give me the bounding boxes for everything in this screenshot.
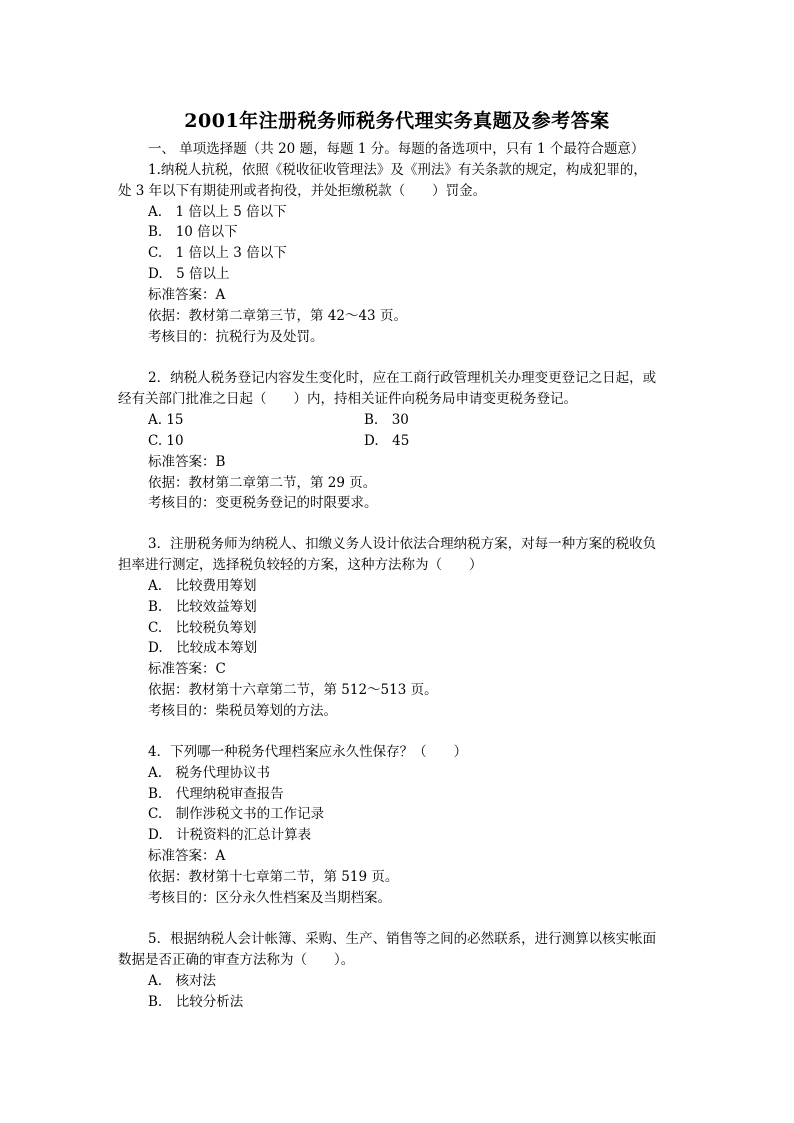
question-5-option-a: A. 核对法 (148, 973, 217, 989)
question-4-option-a: A. 税务代理协议书 (148, 765, 271, 781)
question-4-stem: 4．下列哪一种税务代理档案应永久性保存？（ ） (148, 744, 468, 760)
question-4-basis: 依据：教材第十七章第二节，第 519 页。 (148, 869, 399, 885)
question-1-answer: 标准答案：A (148, 287, 226, 303)
question-1-option-b: B. 10 倍以下 (148, 224, 238, 240)
question-3-answer: 标准答案：C (148, 661, 226, 677)
question-5-stem: 5．根据纳税人会计帐簿、采购、生产、销售等之间的必然联系，进行测算以核实帐面 (148, 931, 657, 947)
question-3-option-c: C. 比较税负筹划 (148, 620, 257, 636)
section-heading: 一、 单项选择题（共 20 题，每题 1 分。每题的备选项中，只有 1 个最符合题意） (148, 141, 645, 157)
question-4-option-b: B. 代理纳税审查报告 (148, 786, 284, 802)
question-2-answer: 标准答案：B (148, 454, 226, 470)
question-1-stem-cont: 处 3 年以下有期徒刑或者拘役，并处拒缴税款（ ）罚金。 (118, 183, 487, 199)
question-3-stem-cont: 担率进行测定，选择税负较轻的方案，这种方法称为（ ） (118, 557, 483, 573)
question-2-purpose: 考核目的：变更税务登记的时限要求。 (148, 495, 378, 511)
question-2-option-c: C. 10 (148, 433, 184, 449)
question-2-stem-cont: 经有关部门批准之日起（ ）内，持相关证件向税务局申请变更税务登记。 (118, 391, 577, 407)
question-3-option-d: D. 比较成本筹划 (148, 640, 258, 656)
question-3-option-a: A. 比较费用筹划 (148, 578, 257, 594)
question-4-option-c: C. 制作涉税文书的工作记录 (148, 806, 325, 822)
question-1-option-a: A. 1 倍以上 5 倍以下 (148, 204, 287, 220)
question-5-option-b: B. 比较分析法 (148, 994, 244, 1010)
question-2-option-b: B. 30 (364, 412, 409, 428)
question-5-stem-cont: 数据是否正确的审查方法称为（ ）。 (118, 952, 355, 968)
question-4-option-d: D. 计税资料的汇总计算表 (148, 827, 312, 843)
question-4-answer: 标准答案：A (148, 848, 226, 864)
question-3-stem: 3．注册税务师为纳税人、扣缴义务人设计依法合理纳税方案，对每一种方案的税收负 (148, 536, 657, 552)
question-1-option-d: D. 5 倍以上 (148, 266, 230, 282)
question-2-option-a: A. 15 (148, 412, 184, 428)
question-3-basis: 依据：教材第十六章第二节，第 512～513 页。 (148, 682, 438, 698)
question-1-purpose: 考核目的：抗税行为及处罚。 (148, 329, 324, 345)
question-1-basis: 依据：教材第二章第三节，第 42～43 页。 (148, 308, 407, 324)
question-2-option-d: D. 45 (364, 433, 410, 449)
question-3-purpose: 考核目的：柴税员筹划的方法。 (148, 703, 337, 719)
question-2-basis: 依据：教材第二章第二节，第 29 页。 (148, 475, 377, 491)
question-1-option-c: C. 1 倍以上 3 倍以下 (148, 245, 287, 261)
question-3-option-b: B. 比较效益筹划 (148, 599, 257, 615)
page-title: 2001年注册税务师税务代理实务真题及参考答案 (184, 110, 610, 132)
question-2-stem: 2．纳税人税务登记内容发生变化时，应在工商行政管理机关办理变更登记之日起，或 (148, 370, 657, 386)
question-1-stem: 1.纳税人抗税，依照《税收征收管理法》及《刑法》有关条款的规定，构成犯罪的， (148, 162, 647, 178)
question-4-purpose: 考核目的：区分永久性档案及当期档案。 (148, 890, 391, 906)
